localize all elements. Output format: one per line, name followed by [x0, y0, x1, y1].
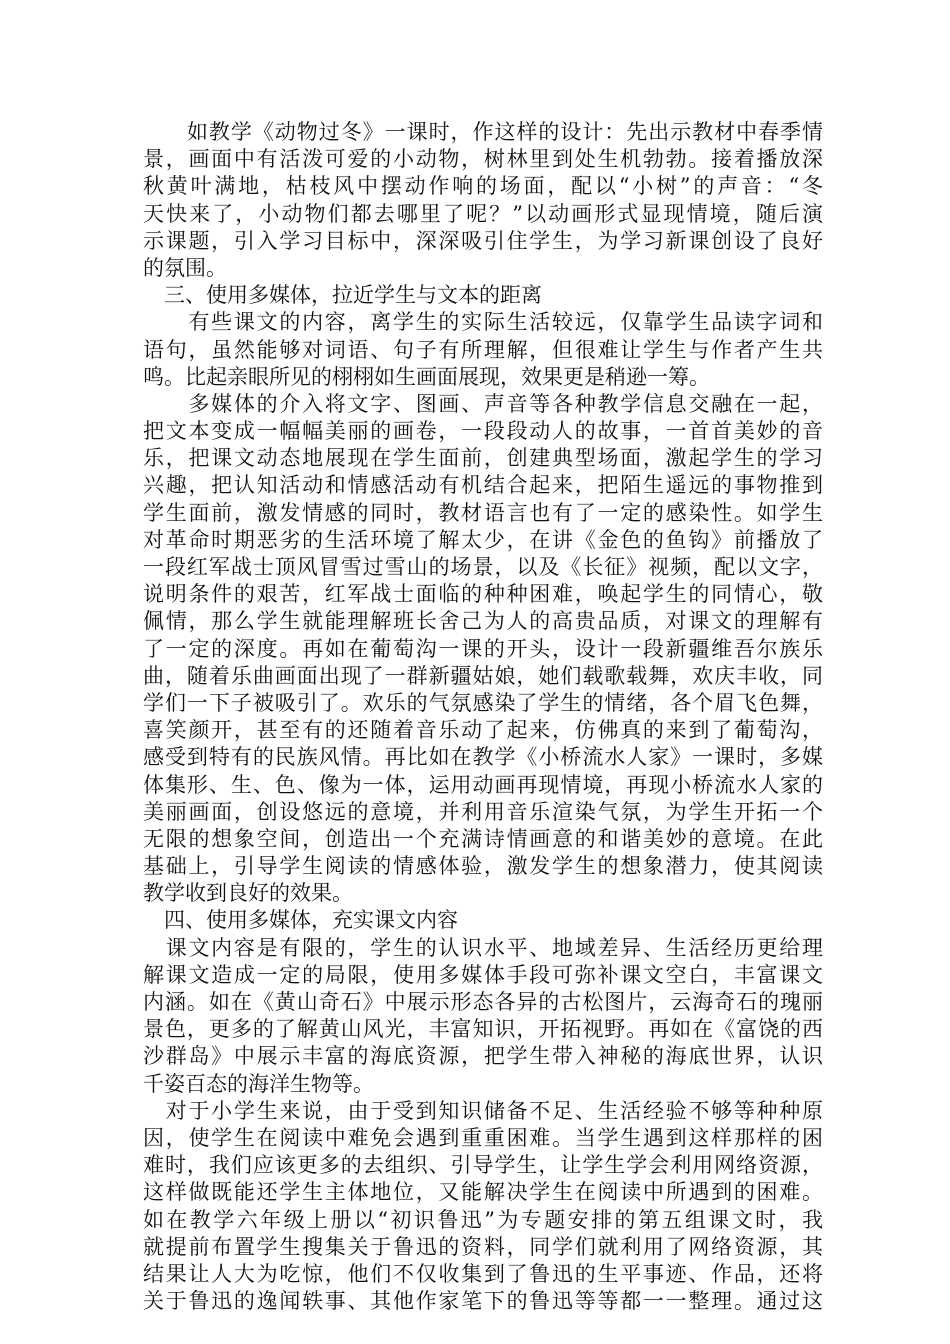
paragraph-line: 学生面前，激发情感的同时，教材语言也有了一定的感染性。如学生	[143, 500, 823, 525]
paragraph-line: 对革命时期恶劣的生活环境了解太少，在讲《金色的鱼钩》前播放了	[143, 527, 823, 552]
paragraph-line: 把文本变成一幅幅美丽的画卷，一段段动人的故事，一首首美妙的音	[143, 419, 823, 444]
paragraph-line: 喜笑颜开，甚至有的还随着音乐动了起来，仿佛真的来到了葡萄沟，	[143, 718, 823, 743]
paragraph-line: 沙群岛》中展示丰富的海底资源，把学生带入神秘的海底世界，认识	[143, 1044, 823, 1069]
paragraph-line: 关于鲁迅的逸闻轶事、其他作家笔下的鲁迅等等都一一整理。通过这	[143, 1289, 823, 1314]
paragraph-line: 因，使学生在阅读中难免会遇到重重困难。当学生遇到这样那样的困	[143, 1125, 823, 1150]
paragraph-line: 基础上，引导学生阅读的情感体验，激发学生的想象潜力，使其阅读	[143, 854, 823, 879]
paragraph-line: 佩情，那么学生就能理解班长舍己为人的高贵品质，对课文的理解有	[143, 609, 823, 634]
paragraph-line: 内涵。如在《黄山奇石》中展示形态各异的古松图片，云海奇石的瑰丽	[143, 990, 823, 1014]
paragraph-line: 解课文造成一定的局限，使用多媒体手段可弥补课文空白，丰富课文	[143, 962, 823, 987]
paragraph-line: 秋黄叶满地，枯枝风中摆动作响的场面，配以“小树”的声音：“冬	[143, 174, 823, 199]
paragraph-line: 无限的想象空间，创造出一个充满诗情画意的和谐美妙的意境。在此	[143, 826, 823, 851]
paragraph-line: 美丽画面，创设悠远的意境，并利用音乐渲染气氛，为学生开拓一个	[143, 799, 823, 824]
section-heading: 三、使用多媒体，拉近学生与文本的距离	[143, 283, 542, 308]
paragraph-line: 多媒体的介入将文字、图画、声音等各种教学信息交融在一起，	[143, 391, 823, 416]
paragraph-line: 千姿百态的海洋生物等。	[143, 1071, 374, 1096]
paragraph-line: 感受到特有的民族风情。再比如在教学《小桥流水人家》一课时，多媒	[143, 745, 823, 770]
paragraph-line: 结果让人大为吃惊，他们不仅收集到了鲁迅的生平事迹、作品，还将	[143, 1261, 823, 1286]
section-heading: 四、使用多媒体，充实课文内容	[143, 908, 458, 933]
paragraph-line: 课文内容是有限的，学生的认识水平、地域差异、生活经历更给理	[143, 935, 823, 960]
paragraph-line: 景色，更多的了解黄山风光，丰富知识，开拓视野。再如在《富饶的西	[143, 1017, 823, 1042]
paragraph-line: 如在教学六年级上册以“初识鲁迅”为专题安排的第五组课文时，我	[143, 1207, 823, 1232]
paragraph-line: 就提前布置学生搜集关于鲁迅的资料，同学们就利用了网络资源，其	[143, 1234, 823, 1259]
paragraph-line: 说明条件的艰苦，红军战士面临的种种困难，唤起学生的同情心，敬	[143, 582, 823, 607]
paragraph-line: 了一定的深度。再如在葡萄沟一课的开头，设计一段新疆维吾尔族乐	[143, 636, 823, 661]
paragraph-line: 教学收到良好的效果。	[143, 881, 353, 906]
paragraph-line: 这样做既能还学生主体地位，又能解决学生在阅读中所遇到的困难。	[143, 1180, 823, 1205]
paragraph-line: 景，画面中有活泼可爱的小动物，树林里到处生机勃勃。接着播放深	[143, 147, 823, 172]
paragraph-line: 对于小学生来说，由于受到知识储备不足、生活经验不够等种种原	[143, 1098, 823, 1123]
paragraph-line: 兴趣，把认知活动和情感活动有机结合起来，把陌生遥远的事物推到	[143, 473, 823, 498]
paragraph-line: 学们一下子被吸引了。欢乐的气氛感染了学生的情绪，各个眉飞色舞，	[143, 690, 823, 715]
paragraph-line: 曲，随着乐曲画面出现了一群新疆姑娘，她们载歌载舞，欢庆丰收，同	[143, 663, 823, 688]
paragraph-line: 示课题，引入学习目标中，深深吸引住学生，为学习新课创设了良好	[143, 228, 823, 253]
paragraph-line: 语句，虽然能够对词语、句子有所理解，但很难让学生与作者产生共	[143, 337, 823, 362]
paragraph-line: 难时，我们应该更多的去组织、引导学生，让学生学会利用网络资源，	[143, 1153, 823, 1178]
paragraph-line: 有些课文的内容，离学生的实际生活较远，仅靠学生品读字词和	[143, 310, 823, 335]
document-body-text	[143, 119, 823, 1315]
paragraph-line: 天快来了，小动物们都去哪里了呢？”以动画形式显现情境，随后演	[143, 201, 823, 226]
paragraph-line: 一段红军战士顶风冒雪过雪山的场景，以及《长征》视频，配以文字，	[143, 555, 823, 579]
paragraph-line: 乐，把课文动态地展现在学生面前，创建典型场面，激起学生的学习	[143, 446, 823, 471]
paragraph-line: 的氛围。	[143, 255, 227, 280]
paragraph-line: 如教学《动物过冬》一课时，作这样的设计：先出示教材中春季情	[143, 120, 823, 144]
paragraph-line: 鸣。比起亲眼所见的栩栩如生画面展现，效果更是稍逊一筹。	[143, 364, 710, 389]
paragraph-line: 体集形、生、色、像为一体，运用动画再现情境，再现小桥流水人家的	[143, 772, 823, 797]
